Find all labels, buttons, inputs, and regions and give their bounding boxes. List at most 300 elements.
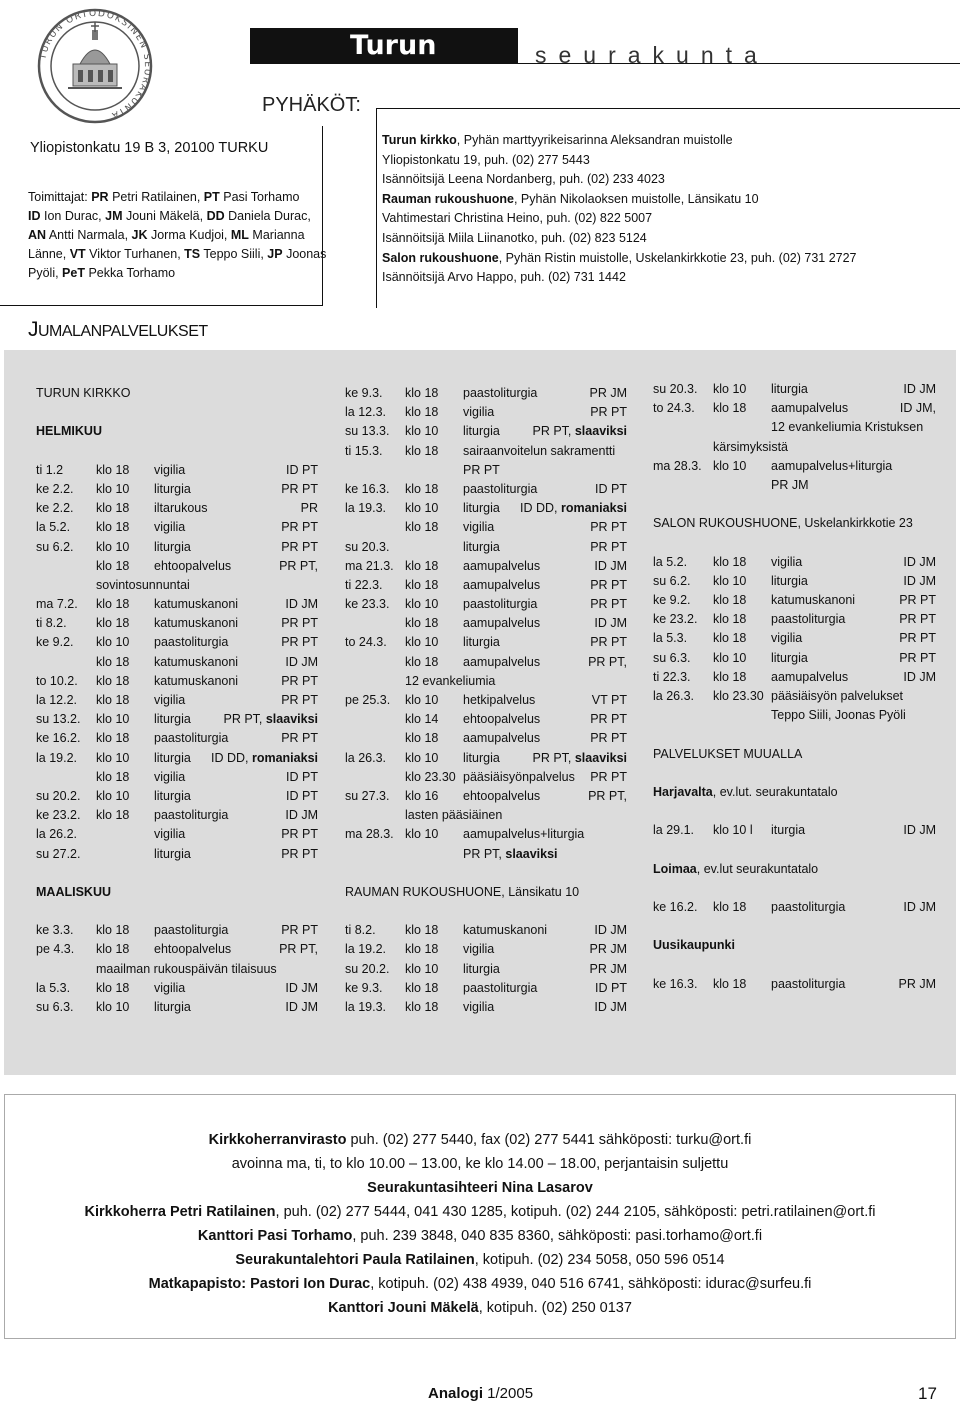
service-row — [345, 710, 627, 729]
service-officiants: PR PT — [281, 827, 318, 842]
bold-text: DD — [206, 209, 225, 223]
service-officiants: ID PT — [286, 462, 318, 477]
service-time: klo 10 — [713, 458, 747, 473]
service-time: klo 18 — [96, 769, 130, 784]
spacer — [653, 917, 936, 936]
service-officiants: PR PT — [281, 731, 318, 746]
text: Länne, — [28, 247, 70, 261]
service-officiants: PR PT — [281, 616, 318, 631]
service-officiants: ID JM — [285, 597, 318, 612]
spacer — [653, 879, 936, 898]
service-row — [345, 518, 627, 537]
spacer — [653, 534, 936, 553]
service-date: la 26.3. — [345, 750, 387, 765]
service-name: paastoliturgia — [771, 976, 846, 991]
text: Antti Narmala, — [46, 228, 132, 242]
service-date: ke 16.3. — [345, 481, 390, 496]
service-name: liturgia — [463, 635, 500, 650]
service-time: klo 18 — [96, 980, 130, 995]
service-time: klo 18 — [96, 501, 130, 516]
service-officiants: ID DD, romaniaksi — [211, 750, 318, 765]
service-row — [36, 691, 318, 710]
contact-line — [4, 1248, 956, 1272]
service-row — [653, 553, 936, 572]
service-name: katumuskanoni — [771, 593, 856, 608]
service-time: klo 10 — [96, 635, 130, 650]
service-officiants: ID JM, — [899, 401, 936, 416]
service-time: klo 18 — [96, 731, 130, 746]
venue-name: Harjavalta — [653, 784, 713, 799]
service-officiants: PR JM — [589, 942, 627, 957]
service-row — [36, 518, 318, 537]
service-row — [653, 399, 936, 418]
text: Joonas — [282, 247, 327, 261]
text: Ion Durac, — [40, 209, 106, 223]
service-name: PR JM — [771, 477, 809, 492]
service-officiants: PR PT — [899, 593, 936, 608]
service-officiants: PR PT, slaaviksi — [223, 712, 318, 727]
service-name: aamupalvelus — [463, 654, 541, 669]
service-name: aamupalvelus — [463, 577, 541, 592]
service-name: liturgia — [463, 424, 500, 439]
service-name: ehtoopalvelus — [154, 558, 232, 573]
service-row — [653, 687, 936, 706]
bold-text: Matkapapisto: Pastori Ion Durac — [148, 1276, 371, 1292]
service-row — [36, 806, 318, 825]
services-column — [36, 384, 318, 1017]
text: Isännöitsijä Miila Liinanotko, puh. (02) 823 5124 — [382, 230, 647, 245]
service-time: klo 10 — [96, 539, 130, 554]
service-name: paastoliturgia — [463, 980, 538, 995]
service-date: su 6.2. — [36, 539, 74, 554]
service-name: ehtoopalvelus — [463, 712, 541, 727]
service-row — [345, 595, 627, 614]
bold-text: Turun kirkko — [382, 133, 457, 147]
service-date: ke 23.2. — [36, 808, 81, 823]
service-date: ke 9.3. — [345, 386, 383, 400]
text: Jouni Mäkelä, — [122, 209, 207, 223]
service-time: klo 18 — [405, 980, 439, 995]
service-name: PR PT, slaaviksi — [463, 846, 558, 861]
service-date: su 20.2. — [345, 961, 390, 976]
service-name: liturgia — [771, 650, 808, 665]
venue-title — [653, 783, 936, 802]
bold-text: PT — [203, 190, 220, 204]
language-note: slaaviksi — [265, 712, 318, 727]
service-officiants: PR PT — [590, 597, 627, 612]
service-name: paastoliturgia — [463, 481, 538, 496]
service-time: klo 18 — [713, 900, 747, 915]
service-name: vigilia — [154, 462, 186, 477]
service-row — [345, 557, 627, 576]
church-line — [382, 229, 942, 249]
service-name: katumuskanoni — [463, 923, 548, 938]
service-time: klo 18 — [713, 401, 747, 416]
service-time: klo 18 — [713, 631, 747, 646]
service-officiants: ID PT — [286, 788, 318, 803]
service-time: klo 18 — [405, 1000, 439, 1014]
service-date: ke 2.2. — [36, 501, 74, 516]
service-row — [653, 821, 936, 840]
text: Marianna — [248, 228, 305, 242]
service-name: liturgia — [463, 750, 500, 765]
service-officiants: PR PT, — [279, 558, 318, 573]
text: Pasi Torhamo — [219, 190, 300, 204]
contact-info — [4, 1128, 956, 1320]
bold-text: Rauman rukoushuone — [382, 191, 514, 206]
newsletter-subtitle: seurakunta — [535, 42, 769, 68]
service-row — [345, 442, 627, 461]
service-officiants: VT PT — [591, 693, 627, 707]
service-date: pe 4.3. — [36, 942, 75, 957]
service-row — [36, 845, 318, 864]
service-name: vigilia — [463, 405, 495, 420]
editor-line — [28, 207, 318, 226]
service-time: klo 16 — [405, 788, 439, 803]
spacer — [653, 802, 936, 821]
service-name: aamupalvelus — [463, 558, 541, 573]
service-officiants: PR JM — [589, 961, 627, 976]
service-date: ke 2.2. — [36, 481, 74, 496]
service-officiants: ID JM — [903, 900, 936, 915]
service-officiants: PR — [300, 501, 318, 516]
spacer — [653, 725, 936, 744]
editor-line — [28, 245, 327, 264]
service-officiants: PR PT — [590, 769, 627, 784]
service-row — [653, 668, 936, 687]
service-date: ti 8.2. — [36, 616, 67, 631]
service-name: iturgia — [771, 823, 806, 838]
service-time: 12 evankeliumia — [405, 673, 496, 688]
service-time: klo 10 — [405, 827, 439, 842]
service-name: liturgia — [463, 961, 500, 976]
church-line — [382, 190, 942, 210]
magazine-issue — [428, 1385, 533, 1402]
service-row — [36, 940, 318, 959]
service-row — [653, 898, 936, 917]
service-date: la 29.1. — [653, 823, 695, 838]
service-row — [345, 480, 627, 499]
services-heading — [28, 318, 208, 342]
service-row — [36, 825, 318, 844]
spacer — [345, 864, 627, 883]
contact-line — [4, 1152, 956, 1176]
bold-text: Kirkkoherranvirasto — [208, 1132, 347, 1148]
service-row — [345, 825, 627, 844]
service-time: klo 10 — [96, 1000, 130, 1014]
service-name: vigilia — [463, 942, 495, 957]
service-row — [345, 614, 627, 633]
service-officiants: PR PT — [590, 712, 627, 727]
service-row — [653, 610, 936, 629]
service-time: klo 18 — [405, 520, 439, 535]
church-line — [382, 170, 942, 190]
service-name: vigilia — [154, 769, 186, 784]
service-officiants: PR PT — [281, 673, 318, 688]
church-line — [382, 249, 942, 269]
service-officiants: PR PT, — [588, 654, 627, 669]
editors-list — [28, 188, 327, 283]
service-name: liturgia — [154, 750, 191, 765]
bold-text: ID — [28, 209, 41, 223]
service-time: klo 18 — [713, 669, 747, 684]
bold-text: PeT — [62, 266, 85, 280]
venue-name: Uusikaupunki — [653, 938, 735, 953]
service-date: ke 9.2. — [653, 593, 691, 608]
service-time: klo 18 — [713, 976, 747, 991]
service-row — [36, 672, 318, 691]
service-name: 12 evankeliumia Kristuksen — [771, 420, 924, 435]
service-name: liturgia — [463, 539, 500, 554]
service-row — [36, 998, 318, 1017]
service-row — [36, 960, 318, 979]
service-name: liturgia — [154, 481, 191, 496]
service-time: klo 18 — [405, 942, 439, 957]
service-date: la 19.3. — [345, 501, 387, 516]
service-date: su 13.3. — [345, 424, 390, 439]
service-name: liturgia — [154, 788, 191, 803]
service-row — [345, 787, 627, 806]
churches-heading: PYHÄKÖT: — [262, 94, 361, 116]
service-date: ke 9.3. — [345, 980, 383, 995]
service-date: su 27.2. — [36, 846, 81, 861]
contact-line — [4, 1128, 956, 1152]
service-time: klo 18 — [96, 942, 130, 957]
service-officiants: ID JM — [594, 1000, 627, 1014]
service-time: klo 18 — [405, 386, 439, 400]
spacer — [345, 902, 627, 921]
contact-line — [4, 1296, 956, 1320]
service-row — [345, 979, 627, 998]
bold-text: PR — [91, 190, 109, 204]
service-officiants: ID JM — [285, 980, 318, 995]
service-row — [36, 538, 318, 557]
service-name: vigilia — [154, 980, 186, 995]
venue-title — [653, 936, 936, 955]
language-note: romaniaksi — [560, 501, 627, 516]
service-row — [36, 461, 318, 480]
editor-line — [28, 264, 318, 283]
service-date: su 6.2. — [653, 573, 691, 588]
service-date: la 12.3. — [345, 405, 387, 420]
text: , puh. 239 3848, 040 835 8360, sähköposti: pasi.torhamo@ort.fi — [352, 1228, 763, 1244]
newsletter-title: Turun — [250, 28, 518, 64]
service-time: klo 18 — [405, 481, 439, 496]
service-officiants: PR PT — [590, 539, 627, 554]
service-name: aamupalvelus — [463, 616, 541, 631]
text: Daniela Durac, — [224, 209, 311, 223]
service-time: klo 18 — [96, 654, 130, 669]
service-date: ke 16.3. — [653, 976, 698, 991]
service-name: aamupalvelus — [771, 669, 849, 684]
service-name: pääsiäisyönpalvelus — [463, 769, 575, 784]
parish-address: Yliopistonkatu 19 B 3, 20100 TURKU — [30, 140, 269, 156]
service-time: klo 18 — [405, 923, 439, 938]
service-date: su 13.2. — [36, 712, 81, 727]
service-time: klo 10 — [405, 597, 439, 612]
text: , kotipuh. (02) 438 4939, 040 516 6741, sähköposti: idurac@surfeu.fi — [370, 1276, 812, 1292]
service-name: ehtoopalvelus — [154, 942, 232, 957]
bold-text: VT — [69, 247, 86, 261]
service-name: liturgia — [771, 573, 808, 588]
service-date: la 5.3. — [36, 980, 71, 995]
editor-line — [28, 188, 318, 207]
service-row — [653, 418, 936, 437]
service-time: klo 10 — [96, 788, 130, 803]
language-note: slaaviksi — [574, 750, 627, 765]
service-name: liturgia — [154, 846, 191, 861]
service-row — [36, 557, 318, 576]
service-row — [345, 422, 627, 441]
service-row — [345, 576, 627, 595]
service-officiants: PR PT — [590, 520, 627, 535]
service-officiants: ID JM — [903, 823, 936, 838]
service-officiants: ID DD, romaniaksi — [520, 501, 627, 516]
language-note: slaaviksi — [574, 424, 627, 439]
service-officiants: PR PT, slaaviksi — [532, 424, 627, 439]
service-row — [345, 998, 627, 1017]
bold-text: AN — [28, 228, 47, 242]
service-time: klo 23.30 — [405, 769, 456, 784]
service-date: su 6.3. — [36, 1000, 74, 1014]
service-row — [653, 572, 936, 591]
service-row — [36, 653, 318, 672]
bold-text: Kanttori Pasi Torhamo — [197, 1228, 353, 1244]
service-name: paastoliturgia — [154, 635, 229, 650]
text: Viktor Turhanen, — [85, 247, 185, 261]
service-date: ti 22.3. — [345, 577, 383, 592]
services-heading-rest: UMALANPALVELUKSET — [38, 323, 208, 340]
service-date: la 5.2. — [653, 554, 688, 569]
service-time: klo 10 — [713, 573, 747, 588]
service-name: liturgia — [463, 501, 500, 516]
service-time: klo 10 — [405, 961, 439, 976]
service-officiants: ID JM — [594, 923, 627, 938]
service-row — [345, 672, 627, 691]
bold-text: Seurakuntasihteeri Nina Lasarov — [367, 1180, 593, 1196]
service-officiants: PR PT — [281, 846, 318, 861]
spacer — [36, 864, 318, 883]
service-name: hetkipalvelus — [463, 693, 536, 707]
text: , kotipuh. (02) 234 5058, 050 596 0514 — [474, 1252, 725, 1268]
service-time: klo 18 — [96, 616, 130, 631]
service-date: to 24.3. — [653, 401, 695, 416]
service-time: klo 18 — [405, 577, 439, 592]
service-name: iltarukous — [154, 501, 208, 516]
church-line — [382, 151, 942, 171]
service-name: paastoliturgia — [463, 386, 538, 400]
service-name: aamupalvelus+liturgia — [771, 458, 893, 473]
service-time: klo 18 — [405, 558, 439, 573]
service-date: la 5.2. — [36, 520, 71, 535]
text: Isännöitsijä Arvo Happo, puh. (02) 731 1442 — [382, 270, 626, 285]
service-time: klo 18 — [713, 593, 747, 608]
service-row — [36, 595, 318, 614]
service-time: klo 18 — [405, 654, 439, 669]
service-name: ehtoopalvelus — [463, 788, 541, 803]
service-officiants: PR PT — [281, 923, 318, 938]
service-row — [653, 975, 936, 994]
text: Petri Ratilainen, — [108, 190, 204, 204]
service-row — [653, 649, 936, 668]
service-date: pe 25.3. — [345, 693, 391, 707]
service-time: maailman rukouspäivän tilaisuus — [96, 961, 277, 976]
service-time: lasten pääsiäinen — [405, 808, 503, 823]
spacer — [36, 442, 318, 461]
text: Jorma Kudjoi, — [147, 228, 231, 242]
service-row — [36, 921, 318, 940]
editor-line — [28, 226, 318, 245]
service-date: to 10.2. — [36, 673, 78, 688]
service-time: klo 18 — [96, 673, 130, 688]
church-line — [382, 268, 942, 288]
bold-text: ML — [230, 228, 249, 242]
service-row — [345, 403, 627, 422]
spacer — [36, 902, 318, 921]
service-date: la 19.2. — [345, 942, 387, 957]
service-time: klo 18 — [96, 520, 130, 535]
service-time: klo 18 — [405, 616, 439, 631]
bold-text: TS — [184, 247, 201, 261]
venue-title — [653, 860, 936, 879]
service-officiants: ID PT — [595, 980, 627, 995]
service-time: klo 10 — [405, 424, 439, 439]
service-date: to 24.3. — [345, 635, 387, 650]
service-officiants: PR PT — [899, 631, 936, 646]
service-officiants: ID JM — [594, 558, 627, 573]
bold-text: Kanttori Jouni Mäkelä — [328, 1300, 479, 1316]
service-time: klo 10 — [96, 481, 130, 496]
contact-line — [4, 1224, 956, 1248]
service-date: la 26.3. — [653, 689, 695, 703]
church-line — [382, 209, 942, 229]
services-column — [345, 384, 627, 1017]
service-row — [345, 768, 627, 787]
service-row — [345, 921, 627, 940]
service-officiants: ID JM — [903, 554, 936, 569]
service-time: klo 18 — [405, 443, 439, 458]
service-row — [345, 633, 627, 652]
contact-line — [4, 1176, 956, 1200]
service-time: klo 18 — [96, 597, 130, 612]
issue-number: 1/2005 — [487, 1385, 534, 1402]
service-row — [36, 576, 318, 595]
churches-rule — [376, 108, 960, 109]
service-officiants: PR PT — [281, 520, 318, 535]
service-row — [345, 845, 627, 864]
service-time: klo 18 — [713, 612, 747, 627]
contact-line — [4, 1272, 956, 1296]
service-officiants: PR PT — [899, 650, 936, 665]
services-heading-initial: J — [28, 318, 38, 341]
service-date: ke 23.3. — [345, 597, 390, 612]
service-name: liturgia — [771, 382, 808, 396]
service-row — [653, 476, 936, 495]
service-row — [653, 457, 936, 476]
service-name: paastoliturgia — [154, 808, 229, 823]
service-date: la 19.2. — [36, 750, 78, 765]
service-row — [345, 960, 627, 979]
service-time: klo 10 l — [713, 823, 753, 838]
service-date: ti 15.3. — [345, 443, 383, 458]
service-time: klo 18 — [713, 554, 747, 569]
text: avoinna ma, ti, to klo 10.00 – 13.00, ke klo 14.00 – 18.00, perjantaisin suljettu — [231, 1156, 729, 1172]
language-note: romaniaksi — [251, 750, 318, 765]
service-row — [36, 499, 318, 518]
bold-text: Kirkkoherra Petri Ratilainen — [84, 1204, 276, 1220]
service-officiants: PR JM — [589, 386, 627, 400]
service-time: klo 18 — [96, 693, 130, 707]
